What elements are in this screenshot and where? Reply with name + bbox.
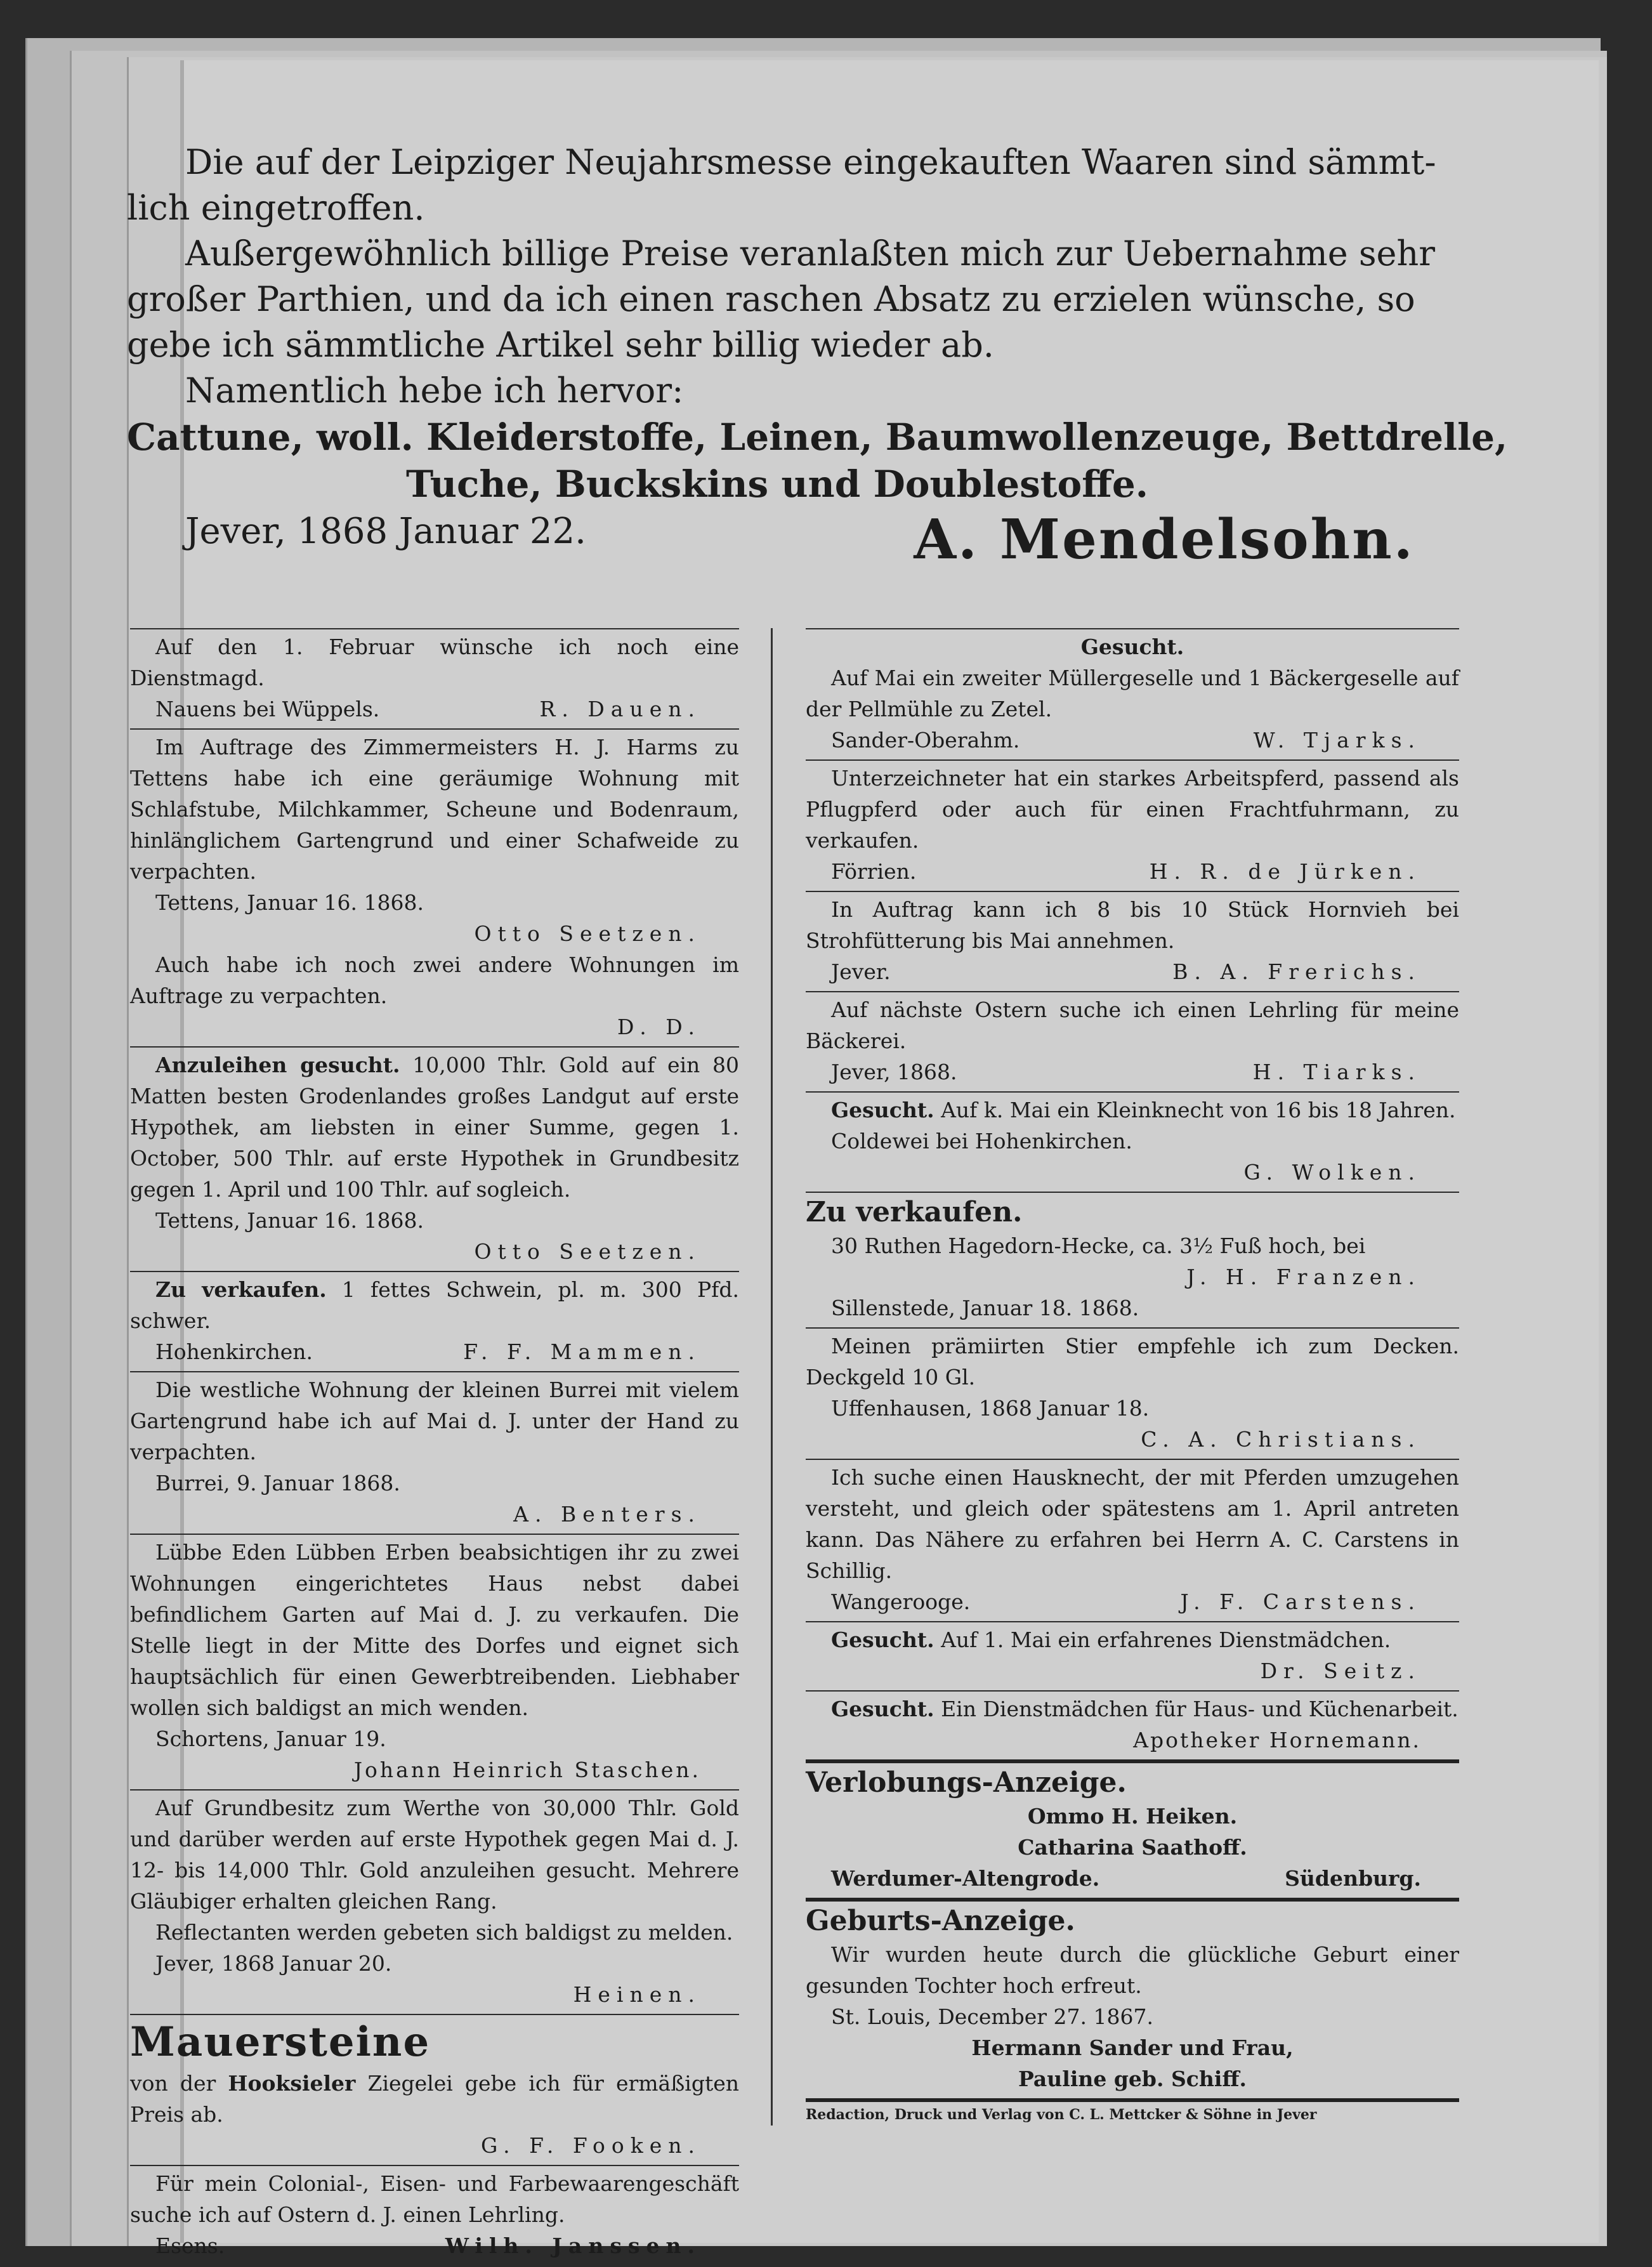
- ad-place: Nauens bei Wüppels.: [155, 697, 380, 721]
- ad-text: Wir wurden heute durch die glückliche Geburt einer gesunden Tochter hoch erfreut.: [806, 1942, 1459, 1998]
- ad-kleinknecht: [806, 1093, 1459, 1193]
- header-line: gebe ich sämmtliche Artikel sehr billig wieder ab.: [127, 325, 994, 365]
- ad-place: Hohenkirchen.: [155, 1339, 313, 1364]
- ad-burrei: [130, 1372, 739, 1535]
- ad-text: Unterzeichneter hat ein starkes Arbeitspferd, passend als Pflugpferd oder auch für einen Frachtfuhrmann, zu verkaufen.: [806, 766, 1459, 853]
- ad-text: Auf den 1. Februar wünsche ich noch eine Dienstmagd.: [130, 634, 739, 690]
- ad-text: Auch habe ich noch zwei andere Wohnungen im Auftrage zu verpachten.: [130, 952, 739, 1008]
- ad-place: Esens.: [155, 2233, 225, 2258]
- header-line: Die auf der Leipziger Neujahrsmesse eingekauften Waaren sind sämmt-: [185, 142, 1436, 182]
- ad-date: Sillenstede, Januar 18. 1868.: [831, 1296, 1139, 1320]
- ad-luebben-erben: [130, 1535, 739, 1791]
- header-line: lich eingetroffen.: [127, 188, 425, 228]
- ad-date: Tettens, Januar 16. 1868.: [155, 890, 424, 915]
- ad-text: Auf Grundbesitz zum Werthe von 30,000 Thlr. Gold und darüber werden auf erste Hypothek gegen Mai d. J. 12- bis 14,000 Thlr. Gold anzuleihen gesucht. Mehrere Gläubiger erhalten gleichen Rang.: [130, 1796, 739, 1914]
- ad-geburt: [806, 1902, 1459, 2102]
- ad-place: Sander-Oberahm.: [831, 728, 1020, 752]
- header-line: Namentlich hebe ich hervor:: [185, 371, 684, 411]
- ad-name: Dr. Seitz.: [1260, 1659, 1421, 1683]
- ad-muellergeselle: [806, 629, 1459, 761]
- ad-name: R. Dauen.: [539, 697, 701, 721]
- ad-hausknecht: [806, 1460, 1459, 1622]
- ad-dienstmagd: [130, 629, 739, 730]
- ad-name: Wilh. Janssen.: [445, 2233, 701, 2258]
- ad-date: St. Louis, December 27. 1867.: [831, 2004, 1154, 2029]
- ad-hagedorn: [806, 1193, 1459, 1329]
- ad-place: Wangerooge.: [831, 1589, 971, 1614]
- ad-name: Heinen.: [573, 1982, 701, 2007]
- ad-anzuleihen: [130, 1048, 739, 1272]
- ad-date: Schortens, Januar 19.: [155, 1726, 386, 1751]
- ad-place: Jever, 1868.: [831, 1060, 957, 1084]
- imprint: [806, 2102, 1459, 2129]
- ad-lead: Gesucht.: [831, 1627, 934, 1652]
- ad-name: W. Tjarks.: [1253, 728, 1421, 752]
- ad-name: F. F. Mammen.: [463, 1339, 701, 1364]
- ad-place: Jever.: [831, 959, 891, 984]
- ad-title: Verlobungs-Anzeige.: [806, 1766, 1127, 1799]
- firm-name: A. Mendelsohn.: [914, 508, 1415, 572]
- ad-name: C. A. Christians.: [1141, 1427, 1421, 1452]
- left-column: [130, 628, 739, 2265]
- ad-text: Ziegelei gebe ich für ermäßigten Preis ab.: [130, 2071, 739, 2127]
- column-divider: [771, 628, 773, 2126]
- ad-name: Ommo H. Heiken.: [1027, 1804, 1238, 1829]
- ad-dienstmaedchen-hornemann: [806, 1692, 1459, 1763]
- ad-title: Mauersteine: [130, 2018, 431, 2066]
- ad-date: Burrei, 9. Januar 1868.: [155, 1471, 400, 1495]
- ad-name: B. A. Frerichs.: [1172, 959, 1421, 984]
- ad-hornvieh: [806, 892, 1459, 992]
- ad-lead: Gesucht.: [831, 1697, 934, 1721]
- ad-text: Auf 1. Mai ein erfahrenes Dienstmädchen.: [941, 1627, 1391, 1652]
- ad-text: Die westliche Wohnung der kleinen Burrei mit vielem Gartengrund habe ich auf Mai d. J. unter der Hand zu verpachten.: [130, 1377, 739, 1464]
- ad-name: J. F. Carstens.: [1180, 1589, 1421, 1614]
- ad-verlobung: [806, 1763, 1459, 1902]
- ad-arbeitspferd: [806, 761, 1459, 892]
- header-line: Außergewöhnlich billige Preise veranlaßten mich zur Uebernahme sehr: [185, 233, 1436, 273]
- ad-place: Werdumer-Altengrode.: [831, 1866, 1100, 1891]
- ad-schwein: [130, 1272, 739, 1372]
- ad-name: Johann Heinrich Staschen.: [353, 1758, 701, 1782]
- ad-initials: D. D.: [617, 1015, 701, 1039]
- ad-lead: Gesucht.: [831, 1098, 934, 1122]
- ad-date: Jever, 1868 Januar 20.: [155, 1951, 392, 1976]
- ad-text: Lübbe Eden Lübben Erben beabsichtigen ihr zu zwei Wohnungen eingerichtetes Haus nebst dabei befindlichem Garten auf Mai d. J. zu verkaufen. Die Stelle liegt in der Mitte des Dorfes und eignet sich hauptsächlich für einen Gewerbtreibenden. Liebhaber wollen sich baldigst an mich wenden.: [130, 1540, 739, 1720]
- ad-name: Catharina Saathoff.: [1018, 1835, 1247, 1860]
- ad-lehrling-esens: [130, 2166, 739, 2265]
- ad-text: Auf k. Mai ein Kleinknecht von 16 bis 18 Jahren.: [941, 1098, 1456, 1122]
- ad-text: von der: [130, 2071, 216, 2096]
- ad-bold: Hooksieler: [228, 2071, 356, 2096]
- ad-wohnung-tettens: [130, 730, 739, 1048]
- ad-name: Pauline geb. Schiff.: [1018, 2067, 1247, 2091]
- goods-list: Tuche, Buckskins und Doublestoffe.: [406, 463, 1148, 506]
- ad-title: Geburts-Anzeige.: [806, 1905, 1075, 1937]
- ad-grundbesitz: [130, 1791, 739, 2015]
- ad-name: Otto Seetzen.: [474, 921, 701, 946]
- ad-stier: [806, 1329, 1459, 1460]
- ad-text: Auf nächste Ostern suche ich einen Lehrling für meine Bäckerei.: [806, 997, 1459, 1053]
- right-column: [806, 628, 1459, 2129]
- header-line: großer Parthien, und da ich einen raschen Absatz zu erzielen wünsche, so: [127, 279, 1415, 319]
- ad-text: Für mein Colonial-, Eisen- und Farbewaarengeschäft suche ich auf Ostern d. J. einen Lehrling.: [130, 2171, 739, 2227]
- ad-name: H. Tiarks.: [1252, 1060, 1421, 1084]
- ad-name: Otto Seetzen.: [474, 1239, 701, 1264]
- ad-name: G. F. Fooken.: [481, 2133, 701, 2158]
- ad-text: Meinen prämiirten Stier empfehle ich zum Decken. Deckgeld 10 Gl.: [806, 1334, 1459, 1390]
- ad-text: Ein Dienstmädchen für Haus- und Küchenarbeit.: [941, 1697, 1459, 1721]
- ad-date: Uffenhausen, 1868 Januar 18.: [831, 1396, 1150, 1421]
- ad-text: In Auftrag kann ich 8 bis 10 Stück Hornvieh bei Strohfütterung bis Mai annehmen.: [806, 897, 1459, 953]
- ad-text: Auf Mai ein zweiter Müllergeselle und 1 Bäckergeselle auf der Pellmühle zu Zetel.: [806, 666, 1459, 721]
- imprint-text: Redaction, Druck und Verlag von C. L. Mettcker & Söhne in Jever: [806, 2106, 1317, 2123]
- ad-lead: Anzuleihen gesucht.: [155, 1053, 400, 1077]
- ad-text: 10,000 Thlr. Gold auf ein 80 Matten besten Grodenlandes großes Landgut auf erste Hypothek, am liebsten in einer Summe, gegen 1. October, 500 Thlr. auf erste Hypothek in Grundbesitz gegen 1. April und 100 Thlr. auf sogleich.: [130, 1053, 739, 1202]
- ad-title: Zu verkaufen.: [806, 1196, 1023, 1228]
- ad-text: Reflectanten werden gebeten sich baldigst zu melden.: [155, 1920, 733, 1945]
- ad-text: 1 fettes Schwein, pl. m. 300 Pfd. schwer.: [130, 1277, 739, 1333]
- ad-lead: Zu verkaufen.: [155, 1277, 327, 1302]
- header-date: Jever, 1868 Januar 22.: [185, 511, 586, 552]
- ad-text: 30 Ruthen Hagedorn-Hecke, ca. 3½ Fuß hoch, bei: [831, 1233, 1366, 1258]
- ad-mauersteine: [130, 2015, 739, 2166]
- ad-lead: Gesucht.: [1080, 634, 1184, 659]
- ad-place: Südenburg.: [1285, 1866, 1421, 1891]
- ad-date: Tettens, Januar 16. 1868.: [155, 1208, 424, 1233]
- mendelsohn-advertisement: [127, 140, 1508, 556]
- goods-list: Cattune, woll. Kleiderstoffe, Leinen, Baumwollenzeuge, Bettdrelle,: [127, 416, 1508, 459]
- ad-name: Hermann Sander und Frau,: [971, 2035, 1294, 2060]
- ad-name: G. Wolken.: [1243, 1160, 1421, 1185]
- ad-text: Ich suche einen Hausknecht, der mit Pferden umzugehen versteht, und gleich oder spätestens am 1. April antreten kann. Das Nähere zu erfahren bei Herrn A. C. Carstens in Schillig.: [806, 1465, 1459, 1583]
- ad-place: Coldewei bei Hohenkirchen.: [831, 1129, 1132, 1153]
- ad-baeckerei: [806, 992, 1459, 1093]
- ad-text: Im Auftrage des Zimmermeisters H. J. Harms zu Tettens habe ich eine geräumige Wohnung mit Schlafstube, Milchkammer, Scheune und Bodenraum, hinlänglichem Gartengrund und einer Schafweide zu verpachten.: [130, 735, 739, 884]
- ad-name: J. H. Franzen.: [1186, 1265, 1421, 1289]
- ad-name: A. Benters.: [513, 1502, 701, 1527]
- ad-name: Apotheker Hornemann.: [1133, 1728, 1421, 1752]
- ad-place: Förrien.: [831, 859, 917, 884]
- ad-dienstmaedchen-seitz: [806, 1622, 1459, 1692]
- ad-name: H. R. de Jürken.: [1149, 859, 1421, 884]
